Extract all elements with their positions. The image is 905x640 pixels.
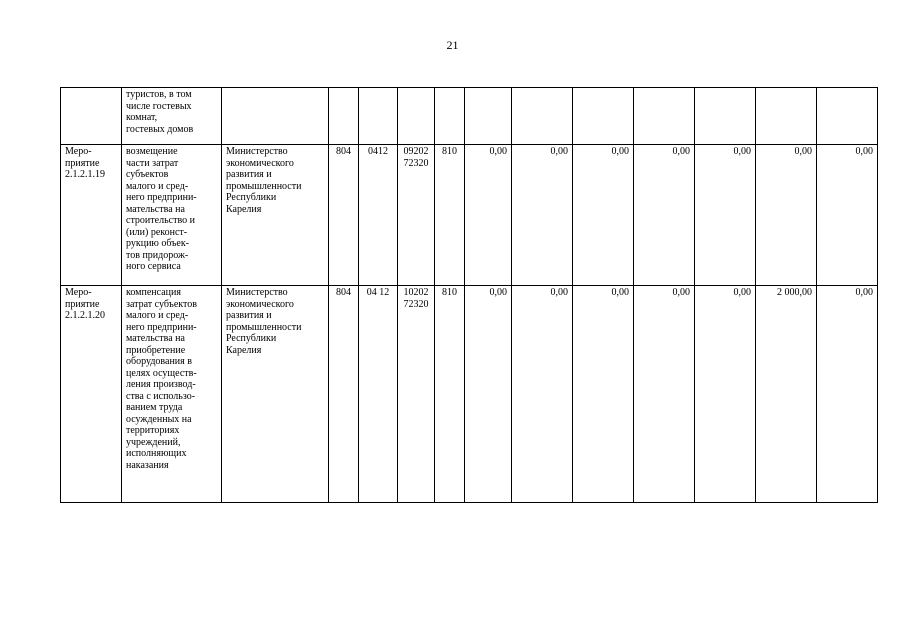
- value-cell: 0,00: [695, 286, 756, 503]
- grbs-cell: 804: [329, 145, 359, 286]
- rzpr-cell: 0412: [359, 145, 398, 286]
- measure-cell: Меро- приятие 2.1.2.1.19: [61, 145, 122, 286]
- value-cell: 0,00: [573, 145, 634, 286]
- grbs-cell: [329, 88, 359, 145]
- page-number: 21: [446, 38, 459, 52]
- executor-cell: Министерство экономического развития и промышленности Республики Карелия: [222, 286, 329, 503]
- value-cell: 0,00: [634, 286, 695, 503]
- vr-cell: 810: [435, 145, 465, 286]
- csr-cell: 09202 72320: [398, 145, 435, 286]
- value-cell: [756, 88, 817, 145]
- value-cell: 0,00: [634, 145, 695, 286]
- rzpr-cell: 04 12: [359, 286, 398, 503]
- description-cell: туристов, в том числе гостевых комнат, гостевых домов: [122, 88, 222, 145]
- value-cell: 0,00: [756, 145, 817, 286]
- executor-cell: Министерство экономического развития и промышленности Республики Карелия: [222, 145, 329, 286]
- table-row: [61, 286, 878, 503]
- measure-cell: [61, 88, 122, 145]
- value-cell: [695, 88, 756, 145]
- table-row: [61, 145, 878, 286]
- rzpr-cell: [359, 88, 398, 145]
- value-cell: [573, 88, 634, 145]
- value-cell: [512, 88, 573, 145]
- value-cell: 0,00: [817, 286, 878, 503]
- value-cell: 0,00: [512, 145, 573, 286]
- csr-cell: [398, 88, 435, 145]
- value-cell: 0,00: [465, 145, 512, 286]
- description-cell: компенсация затрат субъектов малого и сред- него предприни- мательства на приобретение оборудования в целях осуществ- ления производ- ства с использо- ванием труда осужденных на территориях учреждений, исполняющих наказания: [122, 286, 222, 503]
- value-cell: 0,00: [817, 145, 878, 286]
- grbs-cell: 804: [329, 286, 359, 503]
- vr-cell: [435, 88, 465, 145]
- value-cell: 0,00: [512, 286, 573, 503]
- budget-table: [60, 87, 878, 503]
- value-cell: [817, 88, 878, 145]
- measure-cell: Меро- приятие 2.1.2.1.20: [61, 286, 122, 503]
- value-cell: 2 000,00: [756, 286, 817, 503]
- executor-cell: [222, 88, 329, 145]
- value-cell: 0,00: [573, 286, 634, 503]
- value-cell: 0,00: [465, 286, 512, 503]
- table-row: [61, 88, 878, 145]
- csr-cell: 10202 72320: [398, 286, 435, 503]
- description-cell: возмещение части затрат субъектов малого и сред- него предприни- мательства на строительство и (или) реконст- рукцию объек- тов придорож- ного сервиса: [122, 145, 222, 286]
- vr-cell: 810: [435, 286, 465, 503]
- value-cell: [634, 88, 695, 145]
- value-cell: [465, 88, 512, 145]
- value-cell: 0,00: [695, 145, 756, 286]
